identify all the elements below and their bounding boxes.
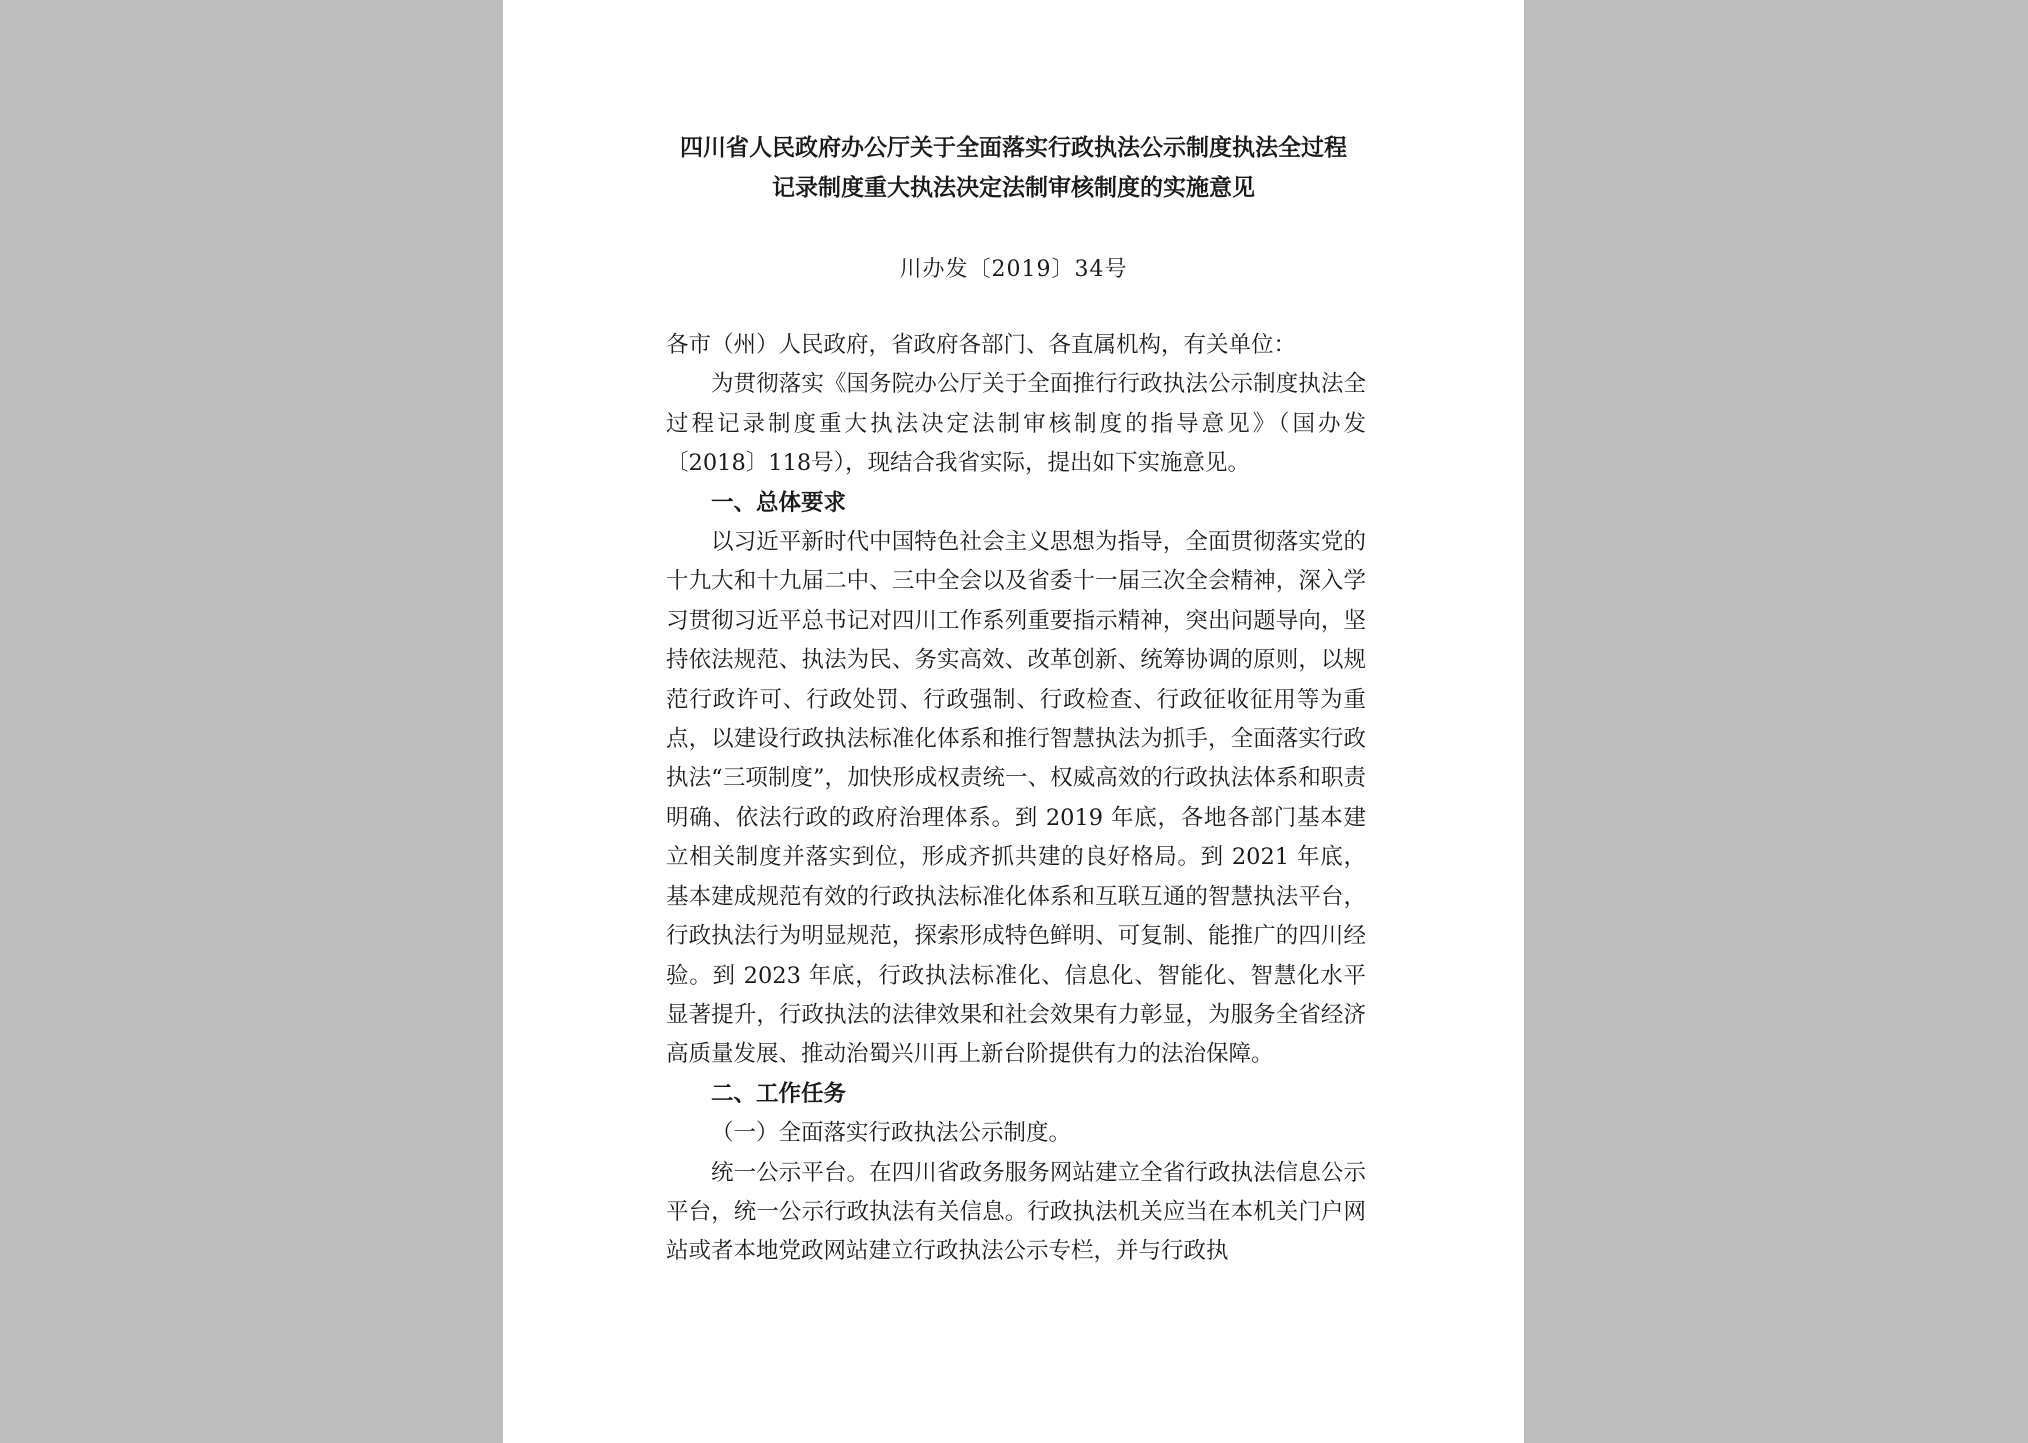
title-line-1: 四川省人民政府办公厅关于全面落实行政执法公示制度执法全过程 (680, 134, 1347, 161)
title-line-2: 记录制度重大执法决定法制审核制度的实施意见 (772, 174, 1255, 201)
salutation: 各市（州）人民政府，省政府各部门、各直属机构，有关单位： (666, 332, 1297, 358)
general-requirements-paragraph: 以习近平新时代中国特色社会主义思想为指导，全面贯彻落实党的十九大和十九届二中、三中全会以及省委十一届三次全会精神，深入学习贯彻习近平总书记对四川工作系列重要指示精神，突出问题导向，坚持依法规范、执法为民、务实高效、改革创新、统筹协调的原则，以规范行政许可、行政处罚、行政强制、行政检查、行政征收征用等为重点，以建设行政执法标准化体系和推行智慧执法为抓手，全面落实行政执法“三项制度”，加快形成权责统一、权威高效的行政执法体系和职责明确、依法行政的政府治理体系。到 2019 年底，各地各部门基本建立相关制度并落实到位，形成齐抓共建的良好格局。到 2021 年底，基本建成规范有效的行政执法标准化体系和互联互通的智慧执法平台，行政执法行为明显规范，探索形成特色鲜明、可复制、能推广的四川经验。到 2023 年底，行政执法标准化、信息化、智能化、智慧化水平显著提升，行政执法的法律效果和社会效果有力彰显，为服务全省经济高质量发展、推动治蜀兴川再上新台阶提供有力的法治保障。 (666, 529, 1366, 1068)
document-number: 川办发〔2019〕34号 (899, 257, 1128, 282)
subsection-heading-publicity-system: （一）全面落实行政执法公示制度。 (711, 1120, 1072, 1147)
intro-paragraph: 为贯彻落实《国务院办公厅关于全面推行行政执法公示制度执法全过程记录制度重大执法决定法制审核制度的指导意见》（国办发〔2018〕118号），现结合我省实际，提出如下实施意见。 (666, 371, 1366, 477)
section-heading-general-requirements: 一、总体要求 (711, 489, 847, 516)
document-body (666, 326, 1366, 1272)
publicity-platform-paragraph: 统一公示平台。在四川省政务服务网站建立全省行政执法信息公示平台，统一公示行政执法有关信息。行政执法机关应当在本机关门户网站或者本地党政网站建立行政执法公示专栏，并与行政执 (666, 1159, 1366, 1265)
section-heading-work-tasks: 二、工作任务 (711, 1080, 847, 1107)
document-page (503, 0, 1524, 1443)
document-title (503, 128, 1524, 208)
